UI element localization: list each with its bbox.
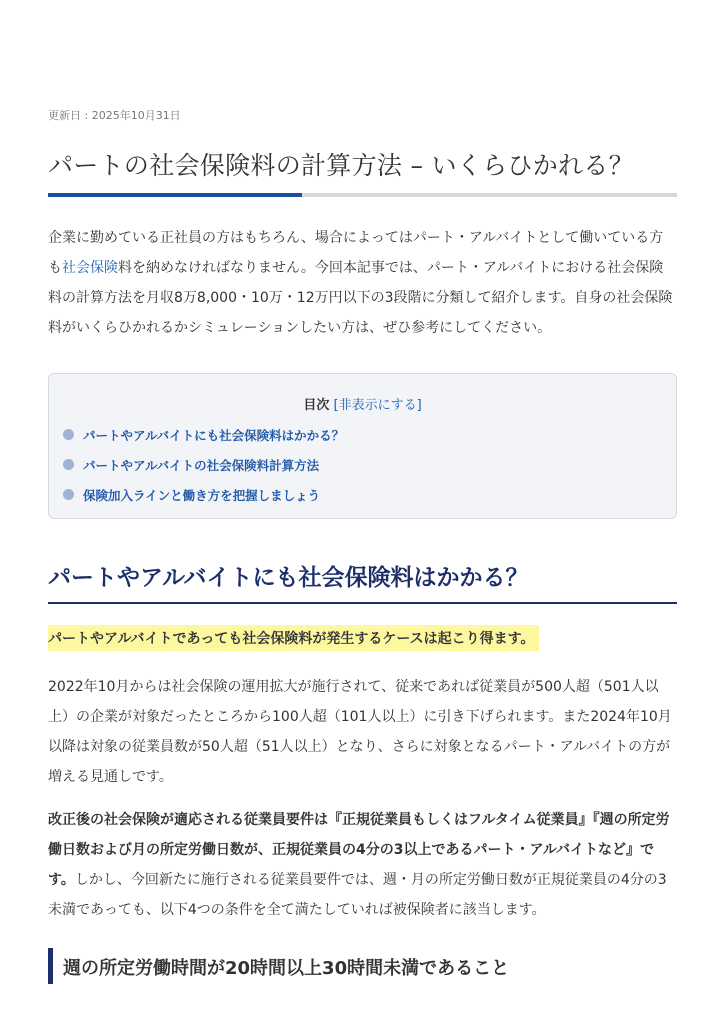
bullet-icon [63, 429, 74, 440]
toc-item[interactable] [63, 456, 344, 486]
subsection-heading-bar [48, 948, 53, 984]
title-underline [48, 193, 677, 197]
toc-item[interactable] [63, 486, 344, 516]
subsection-heading [48, 948, 677, 984]
intro-text-2: 料を納めなければなりません。今回本記事では、パート・アルバイトにおける社会保険料の計算方法を月収8万8,000・10万・12万円以下の3段階に分類して紹介します。自身の社会保険料がいくらひかれるかシミュレーションしたい方は、ぜひ参考にしてください。 [48, 260, 673, 336]
toc-title: 目次 [303, 398, 330, 413]
section-heading: パートやアルバイトにも社会保険料はかかる？ [48, 565, 529, 591]
updated-date: 更新日 : 2025年10月31日 [48, 109, 181, 122]
body-paragraph-2 [48, 805, 677, 925]
section-heading-rule [48, 602, 677, 604]
toc-list [63, 426, 344, 516]
toc-header [49, 394, 676, 413]
intro-paragraph [48, 223, 677, 343]
subsection-heading-text: 週の所定労働時間が20時間以上30時間未満であること [63, 958, 510, 979]
title-underline-accent [48, 193, 302, 197]
intro-text-1: 企業に勤めている正社員の方はもちろん、場合によってはパート・アルバイトとして働いている方も [48, 230, 664, 276]
body-paragraph-1: 2022年10月からは社会保険の運用拡大が施行されて、従来であれば従業員が500人超（501人以上）の企業が対象だったところから100人超（101人以上）に引き下げられます。また2024年10月以降は対象の従業員数が50人超（51人以上）となり、さらに対象となるパート・アルバイトの方が増える見通しです。 [48, 679, 672, 785]
page-title: パートの社会保険料の計算方法 – いくらひかれる？ [48, 151, 634, 180]
toc-item[interactable] [63, 426, 344, 456]
toc-toggle-link[interactable]: [非表示にする] [333, 398, 422, 413]
toc-item-label: パートやアルバイトにも社会保険料はかかる？ [83, 428, 345, 443]
toc-item-label: パートやアルバイトの社会保険料計算方法 [83, 458, 320, 473]
table-of-contents [48, 373, 677, 519]
paragraph-2-text: しかし、今回新たに施行される従業員要件では、週・月の所定労働日数が正規従業員の4分の3未満であっても、以下4つの条件を全て満たしていれば被保険者に該当します。 [48, 872, 667, 918]
social-insurance-link[interactable]: 社会保険 [62, 260, 118, 276]
toc-item-label: 保険加入ラインと働き方を把握しましょう [83, 488, 321, 503]
bold-requirement-text: 改正後の社会保険が適応される従業員要件は『正規従業員もしくはフルタイム従業員』『週の所定労働日数および月の所定労働日数が、正規従業員の4分の3以上であるパート・アルバイトなど』です。 [48, 812, 670, 888]
bullet-icon [63, 489, 74, 500]
highlighted-sentence: パートやアルバイトであっても社会保険料が発生するケースは起こり得ます。 [48, 625, 539, 651]
bullet-icon [63, 459, 74, 470]
